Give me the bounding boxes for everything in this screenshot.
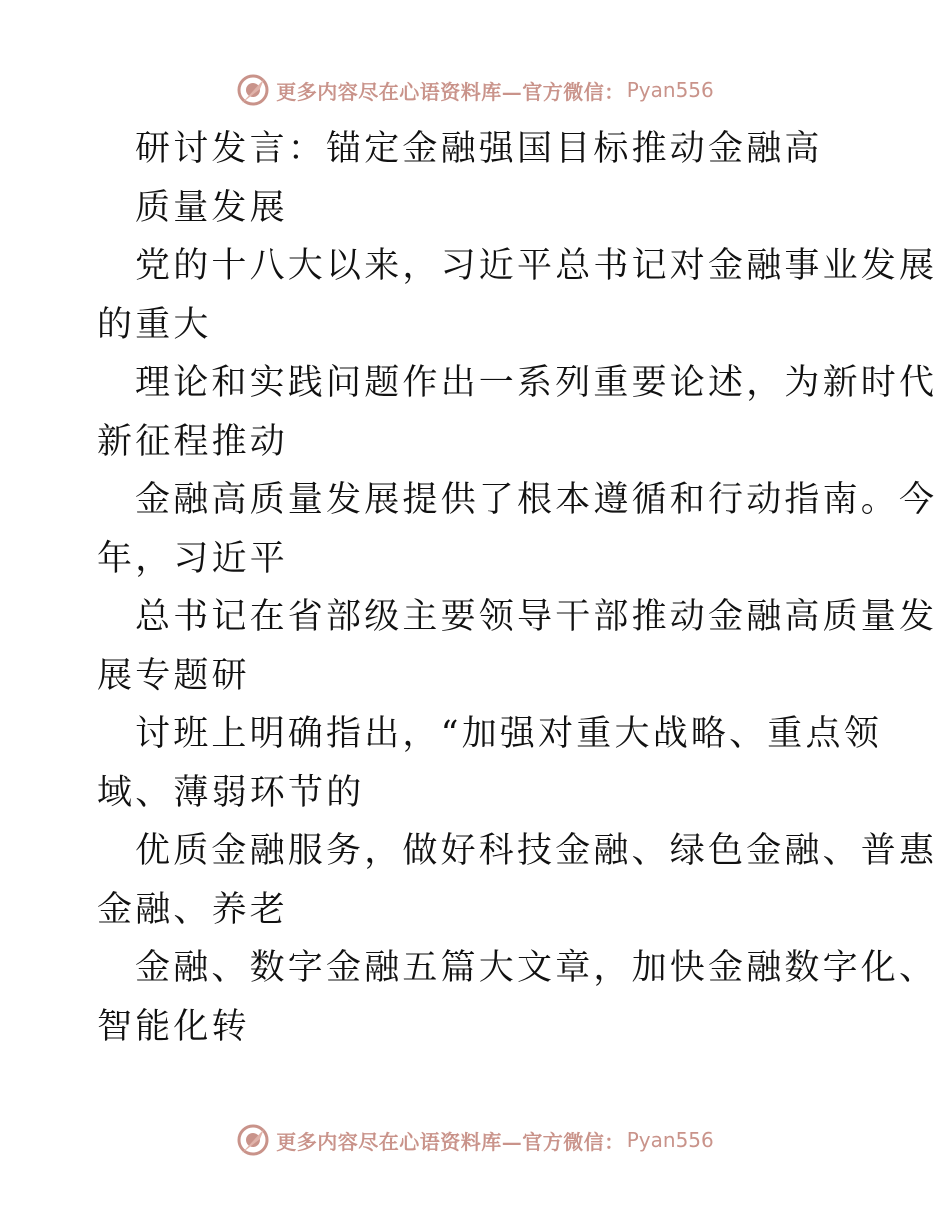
document-line: 研讨发言：锚定金融强国目标推动金融高	[135, 129, 823, 169]
footer-watermark	[0, 1120, 950, 1160]
document-body	[97, 120, 938, 1056]
document-line: 年，习近平	[97, 538, 289, 579]
document-line: 的重大	[97, 304, 212, 345]
document-line: 智能化转	[97, 1006, 250, 1047]
document-line: 金融高质量发展提供了根本遵循和行动指南。今	[135, 480, 938, 520]
document-line: 域、薄弱环节的	[97, 772, 365, 813]
watermark-handle: Pyan556	[626, 78, 714, 102]
document-line: 党的十八大以来，习近平总书记对金融事业发展	[135, 246, 938, 286]
document-line: 金融、养老	[97, 889, 289, 930]
document-line: 质量发展	[135, 187, 288, 228]
document-line: 总书记在省部级主要领导干部推动金融高质量发	[135, 597, 938, 637]
quill-logo-icon	[236, 1123, 270, 1157]
watermark-text: 更多内容尽在心语资料库—官方微信：	[276, 1129, 625, 1154]
document-line: 金融、数字金融五篇大文章，加快金融数字化、	[135, 948, 938, 988]
document-line: 新征程推动	[97, 421, 289, 462]
document-line: 展专题研	[97, 655, 250, 696]
document-line: 讨班上明确指出，“加强对重大战略、重点领	[135, 714, 882, 754]
header-watermark	[0, 70, 950, 110]
watermark-handle: Pyan556	[626, 1128, 714, 1152]
quill-logo-icon	[236, 73, 270, 107]
document-line: 理论和实践问题作出一系列重要论述，为新时代	[135, 363, 938, 403]
document-line: 优质金融服务，做好科技金融、绿色金融、普惠	[135, 831, 938, 871]
watermark-text: 更多内容尽在心语资料库—官方微信：	[276, 79, 625, 104]
